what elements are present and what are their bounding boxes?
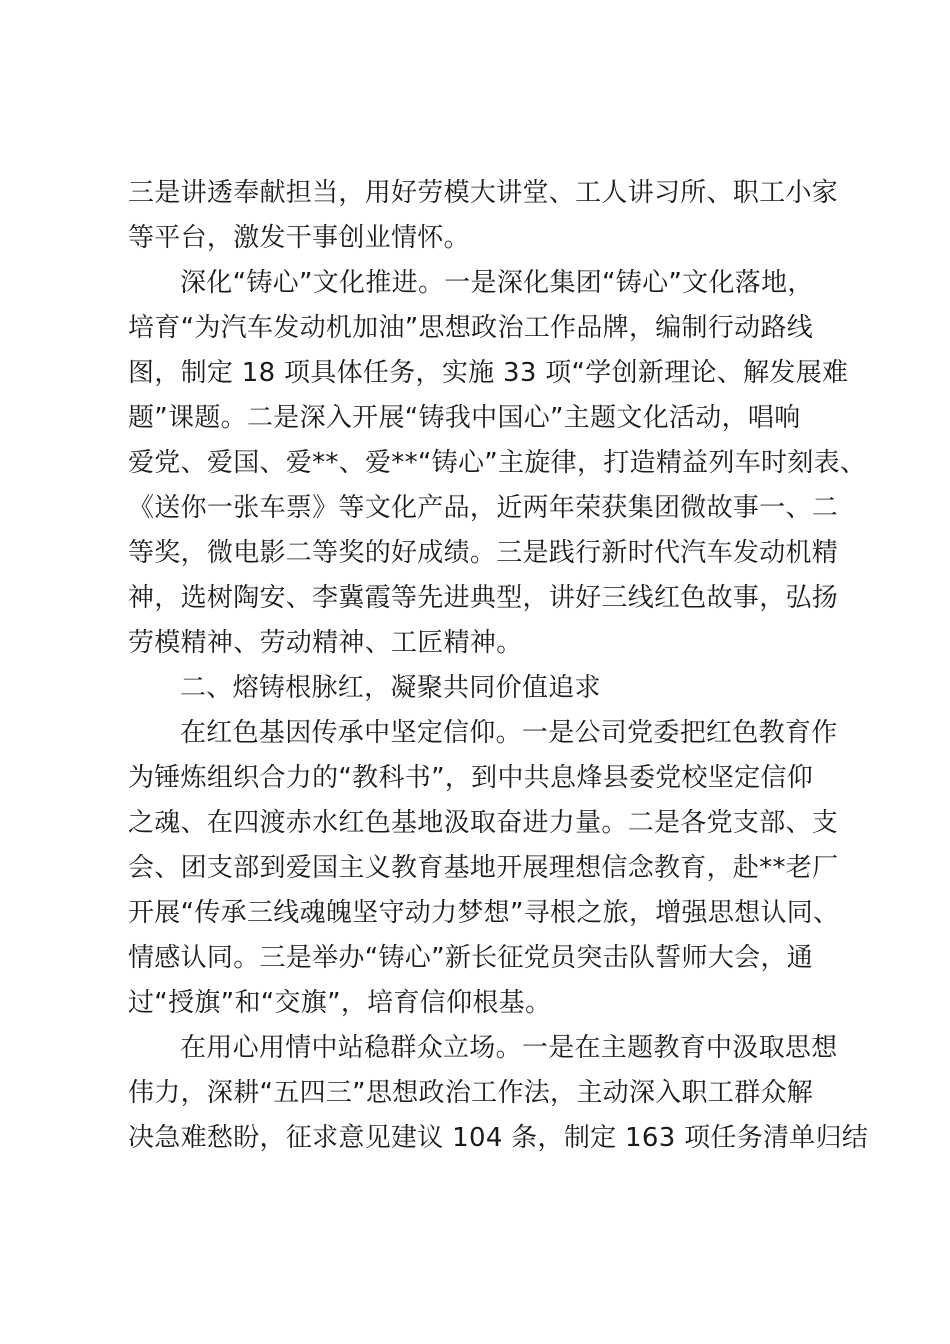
section-heading: 二、熔铸根脉红，凝聚共同价值追求 [180,673,601,703]
paragraph-start-line: 深化“铸心”文化推进。一是深化集团“铸心”文化落地， [180,268,814,298]
text-line: 为锤炼组织合力的“教科书”，到中共息烽县委党校坚定信仰 [128,763,814,793]
paragraph-start-line: 在用心用情中站稳群众立场。一是在主题教育中汲取思想 [180,1033,838,1063]
text-line: 过“授旗”和“交旗”，培育信仰根基。 [128,988,552,1018]
text-line: 爱党、爱国、爱**、爱**“铸心”主旋律，打造精益列车时刻表、 [128,448,867,478]
text-line: 情感认同。三是举办“铸心”新长征党员突击队誓师大会，通 [128,943,814,973]
text-line: 等平台，激发干事创业情怀。 [128,223,470,253]
text-line: 图，制定 18 项具体任务，实施 33 项“学创新理论、解发展难 [128,358,849,388]
text-line: 等奖，微电影二等奖的好成绩。三是践行新时代汽车发动机精 [128,538,839,568]
text-line: 之魂、在四渡赤水红色基地汲取奋进力量。二是各党支部、支 [128,808,839,838]
text-line: 神，选树陶安、李冀霞等先进典型，讲好三线红色故事，弘扬 [128,583,839,613]
text-line: 培育“为汽车发动机加油”思想政治工作品牌，编制行动路线 [128,313,814,343]
text-line: 三是讲透奉献担当，用好劳模大讲堂、工人讲习所、职工小家 [128,178,839,208]
text-line: 开展“传承三线魂魄坚守动力梦想”寻根之旅，增强思想认同、 [128,898,840,928]
text-line: 劳模精神、劳动精神、工匠精神。 [128,628,523,658]
text-line: 决急难愁盼，征求意见建议 104 条，制定 163 项任务清单归结 [128,1123,869,1153]
text-line: 《送你一张车票》等文化产品，近两年荣获集团微故事一、二 [128,493,839,523]
text-line: 题”课题。二是深入开展“铸我中国心”主题文化活动，唱响 [128,403,801,433]
text-line: 会、团支部到爱国主义教育基地开展理想信念教育，赴**老厂 [128,853,839,883]
text-line: 伟力，深耕“五四三”思想政治工作法，主动深入职工群众解 [128,1078,814,1108]
paragraph-start-line: 在红色基因传承中坚定信仰。一是公司党委把红色教育作 [180,718,838,748]
